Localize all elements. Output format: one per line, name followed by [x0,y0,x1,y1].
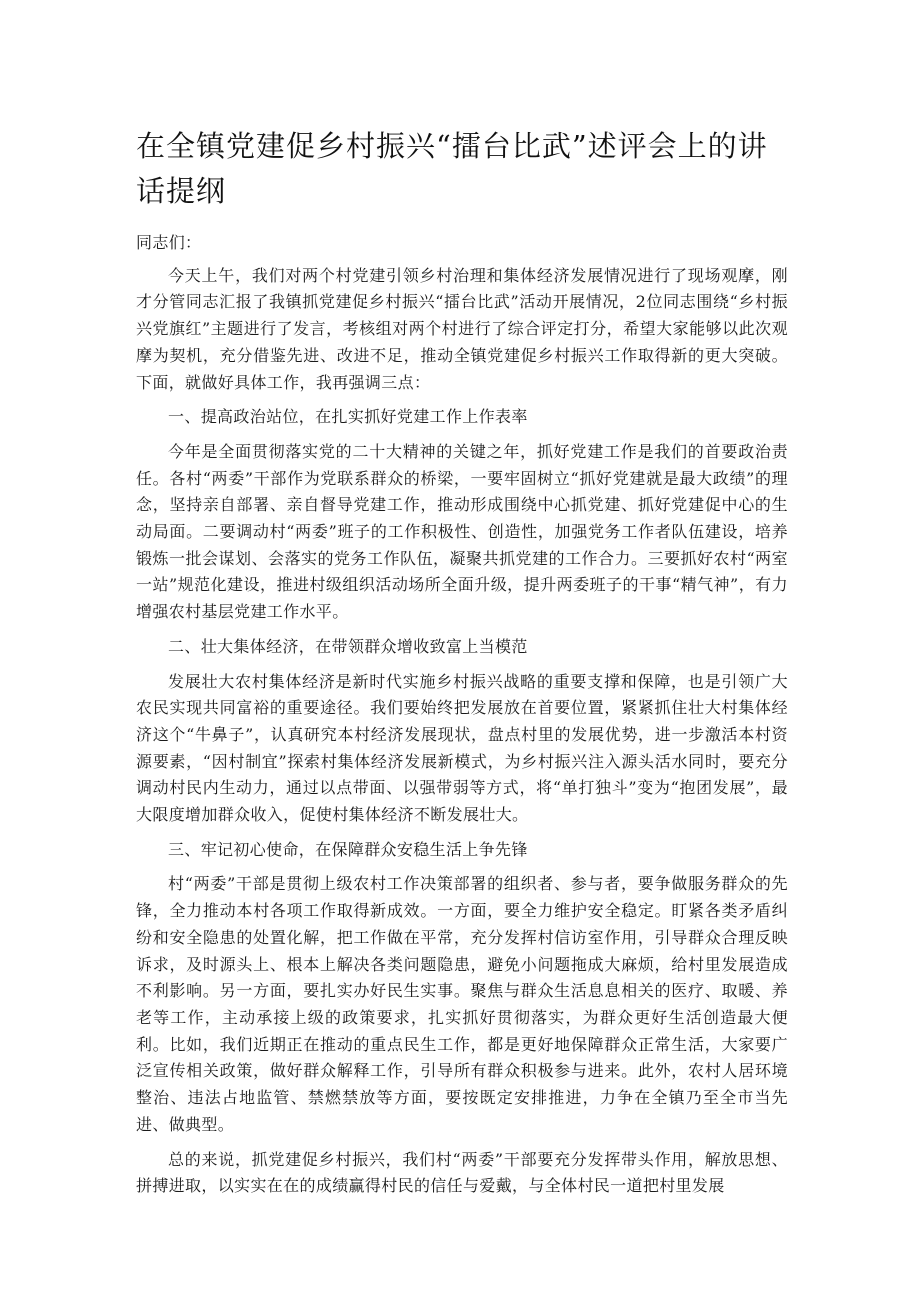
closing-paragraph: 总的来说，抓党建促乡村振兴，我们村“两委”干部要充分发挥带头作用，解放思想、拼搏进取，以实实在在的成绩赢得村民的信任与爱戴，与全体村民一道把村里发展 [136,1149,788,1196]
section-1-heading: 一、提高政治站位，在扎实抓好党建工作上作表率 [168,407,528,427]
salutation: 同志们： [136,233,202,252]
document-body [136,230,788,1208]
section-2-heading: 二、壮大集体经济，在带领群众增收致富上当模范 [168,636,528,656]
section-3-body: 村“两委”干部是贯彻上级农村工作决策部署的组织者、参与者，要争做服务群众的先锋，全力推动本村各项工作取得新成效。一方面，要全力维护安全稳定。盯紧各类矛盾纠纷和安全隐患的处置化解，把工作做在平常，充分发挥村信访室作用，引导群众合理反映诉求，及时源头上、根本上解决各类问题隐患，避免小问题拖成大麻烦，给村里发展造成不利影响。另一方面，要扎实办好民生实事。聚焦与群众生活息息相关的医疗、取暖、养老等工作，主动承接上级的政策要求，扎实抓好贯彻落实，为群众更好生活创造最大便利。比如，我们近期正在推动的重点民生工作，都是更好地保障群众正常生活，大家要广泛宣传相关政策，做好群众解释工作，引导所有群众积极参与进来。此外，农村人居环境整治、违法占地监管、禁燃禁放等方面，要按既定安排推进，力争在全镇乃至全市当先进、做典型。 [136,874,788,1134]
section-1-body: 今年是全面贯彻落实党的二十大精神的关键之年，抓好党建工作是我们的首要政治责任。各村“两委”干部作为党联系群众的桥梁，一要牢固树立“抓好党建就是最大政绩”的理念，坚持亲自部署、亲自督导党建工作，推动形成围绕中心抓党建、抓好党建促中心的生动局面。二要调动村“两委”班子的工作积极性、创造性，加强党务工作者队伍建设，培养锻炼一批会谋划、会落实的党务工作队伍，凝聚共抓党建的工作合力。三要抓好农村“两室一站”规范化建设，推进村级组织活动场所全面升级，提升两委班子的干事“精气神”，有力增强农村基层党建工作水平。 [136,441,788,622]
section-2-body: 发展壮大农村集体经济是新时代实施乡村振兴战略的重要支撑和保障，也是引领广大农民实现共同富裕的重要途径。我们要始终把发展放在首要位置，紧紧抓住壮大村集体经济这个“牛鼻子”，认真研究本村经济发展现状，盘点村里的发展优势，进一步激活本村资源要素，“因村制宜”探索村集体经济发展新模式，为乡村振兴注入源头活水同时，要充分调动村民内生动力，通过以点带面、以强带弱等方式，将“单打独斗”变为“抱团发展”，最大限度增加群众收入，促使村集体经济不断发展壮大。 [136,671,788,825]
intro-paragraph: 今天上午，我们对两个村党建引领乡村治理和集体经济发展情况进行了现场观摩，刚才分管同志汇报了我镇抓党建促乡村振兴“擂台比武”活动开展情况，2位同志围绕“乡村振兴党旗红”主题进行了发言，考核组对两个村进行了综合评定打分，希望大家能够以此次观摩为契机，充分借鉴先进、改进不足，推动全镇党建促乡村振兴工作取得新的更大突破。下面，就做好具体工作，我再强调三点： [136,265,788,392]
section-3-heading: 三、牢记初心使命，在保障群众安稳生活上争先锋 [168,839,528,859]
document-title: 在全镇党建促乡村振兴“擂台比武”述评会上的讲话提纲 [136,129,768,208]
